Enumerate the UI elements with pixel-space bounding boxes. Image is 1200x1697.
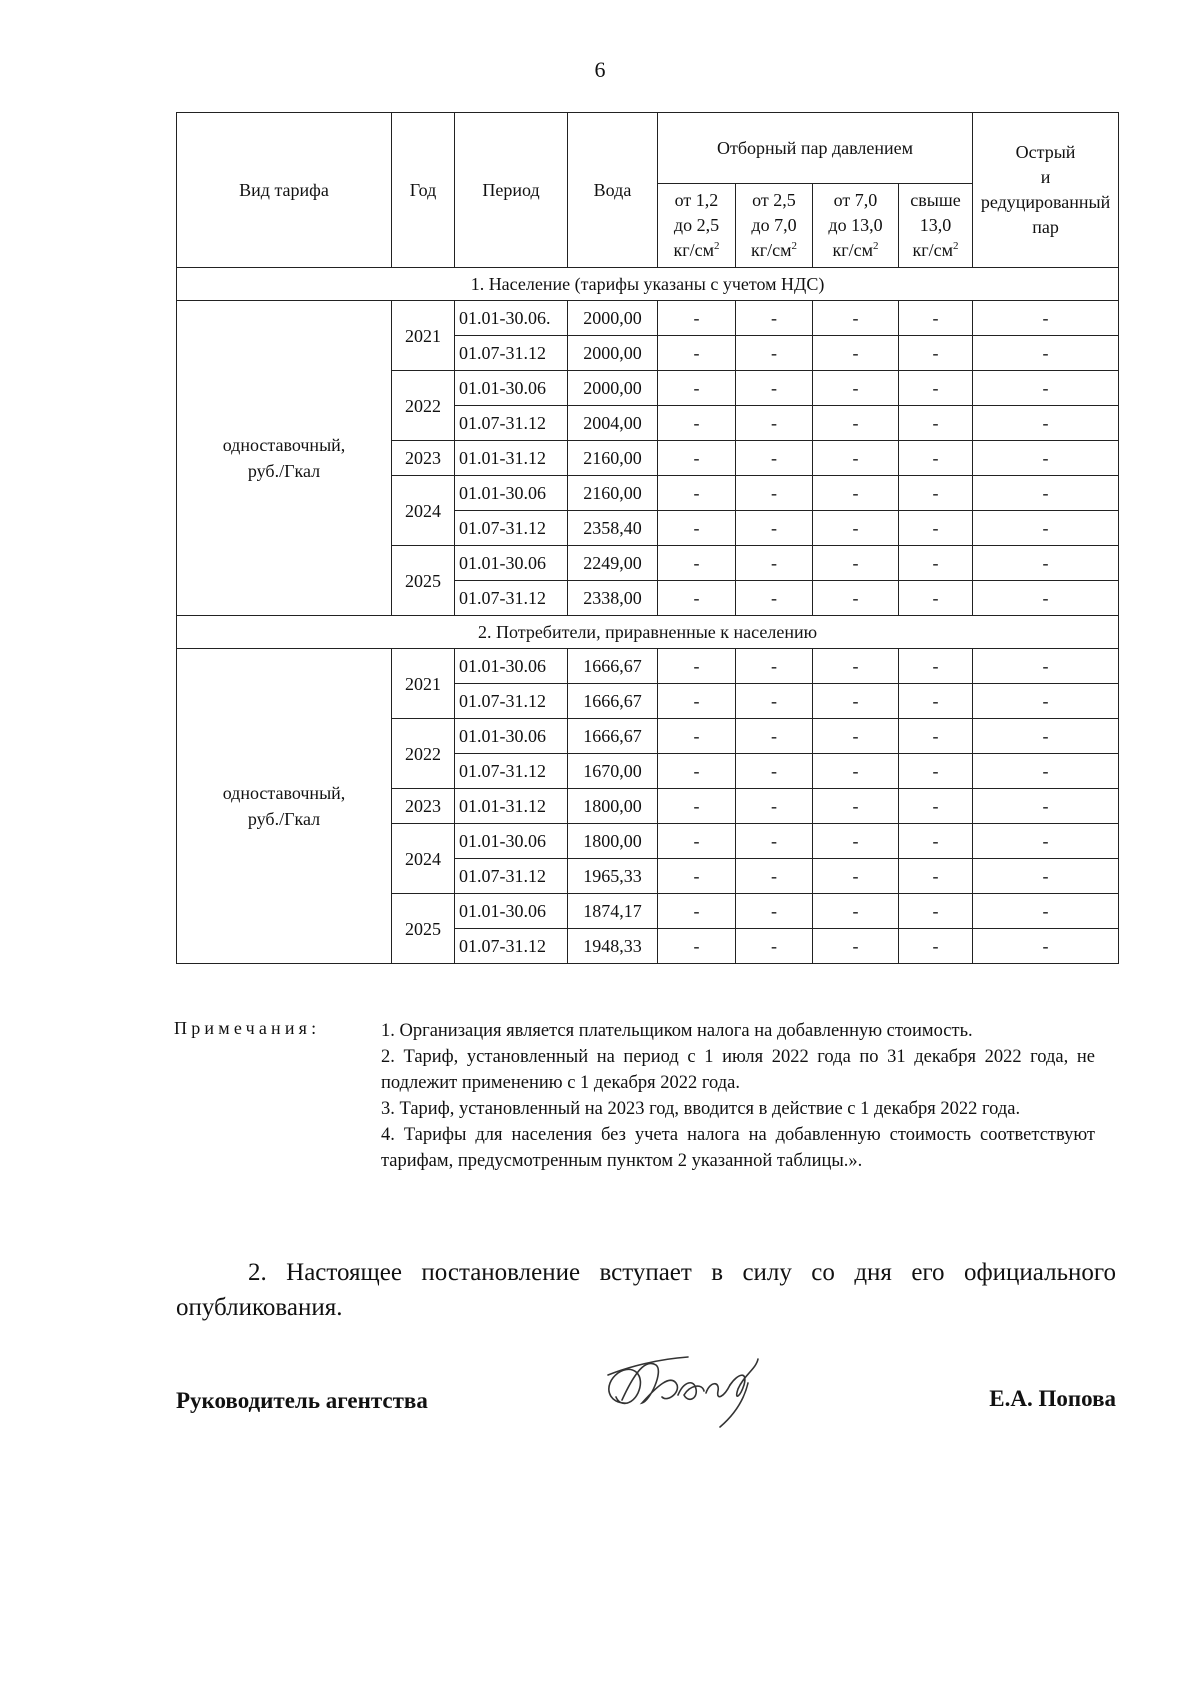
dash-cell: - [658, 824, 736, 859]
dash-cell: - [813, 581, 899, 616]
section-header-row [177, 616, 1119, 649]
water-cell: 2000,00 [568, 371, 658, 406]
dash-cell: - [813, 719, 899, 754]
dash-cell: - [658, 336, 736, 371]
dash-cell: - [658, 301, 736, 336]
water-cell: 2249,00 [568, 546, 658, 581]
year-cell: 2024 [392, 824, 455, 894]
dash-cell: - [813, 336, 899, 371]
tariff-type-cell: одноставочный, руб./Гкал [177, 301, 392, 616]
dash-cell: - [813, 441, 899, 476]
period-cell: 01.07-31.12 [455, 581, 568, 616]
dash-cell: - [973, 719, 1119, 754]
dash-cell: - [736, 719, 813, 754]
dash-cell: - [899, 719, 973, 754]
section-title: 1. Население (тарифы указаны с учетом НДС) [177, 268, 1119, 301]
dash-cell: - [736, 684, 813, 719]
water-cell: 1948,33 [568, 929, 658, 964]
header-sharp-steam: Острый и редуцированный пар [973, 113, 1119, 268]
period-cell: 01.01-30.06 [455, 546, 568, 581]
dash-cell: - [899, 754, 973, 789]
dash-cell: - [973, 581, 1119, 616]
tariff-type-cell: одноставочный, руб./Гкал [177, 649, 392, 964]
period-cell: 01.01-30.06 [455, 371, 568, 406]
dash-cell: - [736, 824, 813, 859]
year-cell: 2023 [392, 441, 455, 476]
dash-cell: - [899, 406, 973, 441]
period-cell: 01.01-30.06. [455, 301, 568, 336]
dash-cell: - [658, 406, 736, 441]
dash-cell: - [973, 476, 1119, 511]
period-cell: 01.07-31.12 [455, 859, 568, 894]
dash-cell: - [736, 511, 813, 546]
header-selected-steam: Отборный пар давлением [658, 113, 973, 184]
dash-cell: - [813, 754, 899, 789]
dash-cell: - [658, 476, 736, 511]
dash-cell: - [899, 649, 973, 684]
dash-cell: - [736, 371, 813, 406]
header-pressure-3: от 7,0 до 13,0 $кг/см^2$ [813, 184, 899, 268]
dash-cell: - [736, 301, 813, 336]
dash-cell: - [658, 789, 736, 824]
table-row [177, 301, 1119, 336]
signer-title: Руководитель агентства [176, 1388, 428, 1413]
dash-cell: - [813, 684, 899, 719]
water-cell: 1666,67 [568, 719, 658, 754]
dash-cell: - [658, 754, 736, 789]
period-cell: 01.07-31.12 [455, 684, 568, 719]
year-cell: 2024 [392, 476, 455, 546]
dash-cell: - [899, 511, 973, 546]
period-cell: 01.07-31.12 [455, 336, 568, 371]
dash-cell: - [658, 581, 736, 616]
dash-cell: - [973, 441, 1119, 476]
water-cell: 1666,67 [568, 684, 658, 719]
year-cell: 2025 [392, 894, 455, 964]
dash-cell: - [973, 789, 1119, 824]
period-cell: 01.01-30.06 [455, 649, 568, 684]
dash-cell: - [899, 441, 973, 476]
water-cell: 1666,67 [568, 649, 658, 684]
dash-cell: - [899, 301, 973, 336]
dash-cell: - [813, 301, 899, 336]
dash-cell: - [658, 511, 736, 546]
note-item: 4. Тарифы для населения без учета налога на добавленную стоимость соответствуют тарифам, предусмотренным пунктом 2 указанной таблицы.». [381, 1125, 1095, 1171]
dash-cell: - [973, 824, 1119, 859]
water-cell: 2000,00 [568, 301, 658, 336]
water-cell: 2338,00 [568, 581, 658, 616]
dash-cell: - [736, 859, 813, 894]
dash-cell: - [736, 754, 813, 789]
dash-cell: - [736, 581, 813, 616]
decree-paragraph: 2. Настоящее постановление вступает в силу со дня его официального опубликования. [176, 1259, 1116, 1321]
dash-cell: - [658, 859, 736, 894]
period-cell: 01.01-30.06 [455, 824, 568, 859]
dash-cell: - [813, 476, 899, 511]
dash-cell: - [736, 441, 813, 476]
dash-cell: - [813, 894, 899, 929]
water-cell: 2358,40 [568, 511, 658, 546]
period-cell: 01.07-31.12 [455, 511, 568, 546]
dash-cell: - [899, 859, 973, 894]
dash-cell: - [813, 824, 899, 859]
section-header-row [177, 268, 1119, 301]
dash-cell: - [736, 789, 813, 824]
header-tariff-type: Вид тарифа [177, 113, 392, 268]
water-cell: 1874,17 [568, 894, 658, 929]
water-cell: 1800,00 [568, 789, 658, 824]
period-cell: 01.01-30.06 [455, 894, 568, 929]
note-item: 2. Тариф, установленный на период с 1 июля 2022 года по 31 декабря 2022 года, не подлежит применению с 1 декабря 2022 года. [381, 1047, 1095, 1093]
water-cell: 1800,00 [568, 824, 658, 859]
water-cell: 1965,33 [568, 859, 658, 894]
dash-cell: - [658, 929, 736, 964]
dash-cell: - [736, 649, 813, 684]
handwritten-signature [598, 1345, 778, 1430]
dash-cell: - [736, 929, 813, 964]
dash-cell: - [973, 929, 1119, 964]
page-number: 6 [594, 57, 606, 82]
header-pressure-4: свыше 13,0 $кг/см^2$ [899, 184, 973, 268]
period-cell: 01.07-31.12 [455, 754, 568, 789]
dash-cell: - [973, 406, 1119, 441]
tariff-table-body [177, 268, 1119, 964]
water-cell: 1670,00 [568, 754, 658, 789]
dash-cell: - [658, 719, 736, 754]
period-cell: 01.07-31.12 [455, 929, 568, 964]
period-cell: 01.07-31.12 [455, 406, 568, 441]
period-cell: 01.01-30.06 [455, 476, 568, 511]
dash-cell: - [973, 894, 1119, 929]
dash-cell: - [658, 649, 736, 684]
dash-cell: - [658, 441, 736, 476]
dash-cell: - [736, 336, 813, 371]
year-cell: 2021 [392, 649, 455, 719]
dash-cell: - [813, 929, 899, 964]
period-cell: 01.01-30.06 [455, 719, 568, 754]
dash-cell: - [973, 684, 1119, 719]
dash-cell: - [973, 859, 1119, 894]
dash-cell: - [973, 511, 1119, 546]
header-period: Период [455, 113, 568, 268]
dash-cell: - [973, 546, 1119, 581]
period-cell: 01.01-31.12 [455, 441, 568, 476]
header-pressure-1: от 1,2 до 2,5 $кг/см^2$ [658, 184, 736, 268]
dash-cell: - [973, 371, 1119, 406]
dash-cell: - [813, 371, 899, 406]
dash-cell: - [899, 546, 973, 581]
notes [381, 1018, 1095, 1174]
water-cell: 2160,00 [568, 476, 658, 511]
dash-cell: - [813, 511, 899, 546]
note-item: 3. Тариф, установленный на 2023 год, вводится в действие с 1 декабря 2022 года. [381, 1099, 1021, 1119]
dash-cell: - [899, 581, 973, 616]
dash-cell: - [736, 546, 813, 581]
tariff-table [176, 112, 1119, 964]
year-cell: 2022 [392, 371, 455, 441]
header-year: Год [392, 113, 455, 268]
dash-cell: - [899, 684, 973, 719]
dash-cell: - [899, 789, 973, 824]
year-cell: 2022 [392, 719, 455, 789]
period-cell: 01.01-31.12 [455, 789, 568, 824]
dash-cell: - [658, 371, 736, 406]
dash-cell: - [658, 546, 736, 581]
signer-name: Е.А. Попова [989, 1386, 1116, 1411]
dash-cell: - [899, 929, 973, 964]
notes-label: Примечания: [174, 1018, 321, 1038]
dash-cell: - [899, 476, 973, 511]
note-item: 1. Организация является плательщиком налога на добавленную стоимость. [381, 1021, 973, 1041]
year-cell: 2023 [392, 789, 455, 824]
dash-cell: - [899, 336, 973, 371]
water-cell: 2160,00 [568, 441, 658, 476]
dash-cell: - [813, 789, 899, 824]
dash-cell: - [973, 649, 1119, 684]
dash-cell: - [973, 754, 1119, 789]
dash-cell: - [658, 684, 736, 719]
dash-cell: - [899, 894, 973, 929]
dash-cell: - [899, 824, 973, 859]
dash-cell: - [736, 894, 813, 929]
year-cell: 2025 [392, 546, 455, 616]
table-row [177, 649, 1119, 684]
dash-cell: - [658, 894, 736, 929]
dash-cell: - [973, 301, 1119, 336]
dash-cell: - [973, 336, 1119, 371]
water-cell: 2000,00 [568, 336, 658, 371]
dash-cell: - [736, 476, 813, 511]
dash-cell: - [899, 371, 973, 406]
dash-cell: - [813, 406, 899, 441]
dash-cell: - [813, 859, 899, 894]
year-cell: 2021 [392, 301, 455, 371]
section-title: 2. Потребители, приравненные к населению [177, 616, 1119, 649]
header-water: Вода [568, 113, 658, 268]
dash-cell: - [736, 406, 813, 441]
dash-cell: - [813, 649, 899, 684]
dash-cell: - [813, 546, 899, 581]
header-pressure-2: от 2,5 до 7,0 $кг/см^2$ [736, 184, 813, 268]
water-cell: 2004,00 [568, 406, 658, 441]
